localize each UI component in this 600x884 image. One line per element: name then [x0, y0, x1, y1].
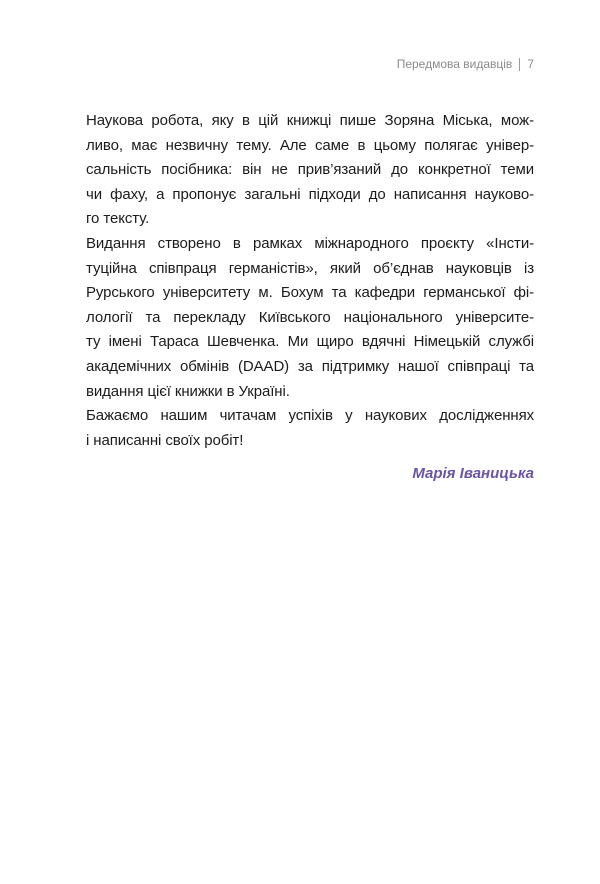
- text-line: Бажаємо нашим читачам успіхів у наукових дослідженнях: [86, 407, 534, 425]
- signature: Марія Іваницька: [412, 465, 534, 482]
- text-line: Видання створено в рамках міжнародного проєкту «Інсти-: [86, 234, 534, 252]
- text-line: чи фаху, а пропонує загальні підходи до написання науково-: [86, 185, 534, 203]
- text-line: і написанні своїх робіт!: [86, 431, 244, 449]
- running-header: [397, 57, 534, 71]
- section-title: Передмова видавців: [396, 57, 513, 71]
- body-text: [86, 109, 534, 453]
- text-line: Рурського університету м. Бохум та кафедри германської фі-: [86, 284, 534, 302]
- text-line: туційна співпраця германістів», який об’єднав науковців із: [86, 259, 534, 277]
- text-line: ту імені Тараса Шевченка. Ми щиро вдячні Німецькій службі: [86, 333, 534, 351]
- text-line: Наукова робота, яку в цій книжці пише Зоряна Міська, мож-: [86, 112, 534, 129]
- page-number: 7: [527, 57, 534, 71]
- header-divider: [519, 58, 520, 71]
- text-line: лології та перекладу Київського національного університе-: [86, 308, 534, 326]
- text-line: сальність посібника: він не прив’язаний до конкретної теми: [86, 161, 534, 179]
- text-line: академічних обмінів (DAAD) за підтримку нашої співпраці та: [86, 357, 534, 375]
- text-line: го тексту.: [86, 210, 150, 228]
- text-line: ливо, має незвичну тему. Але саме в цьому полягає універ-: [86, 136, 534, 154]
- text-line: видання цієї книжки в Україні.: [86, 382, 290, 400]
